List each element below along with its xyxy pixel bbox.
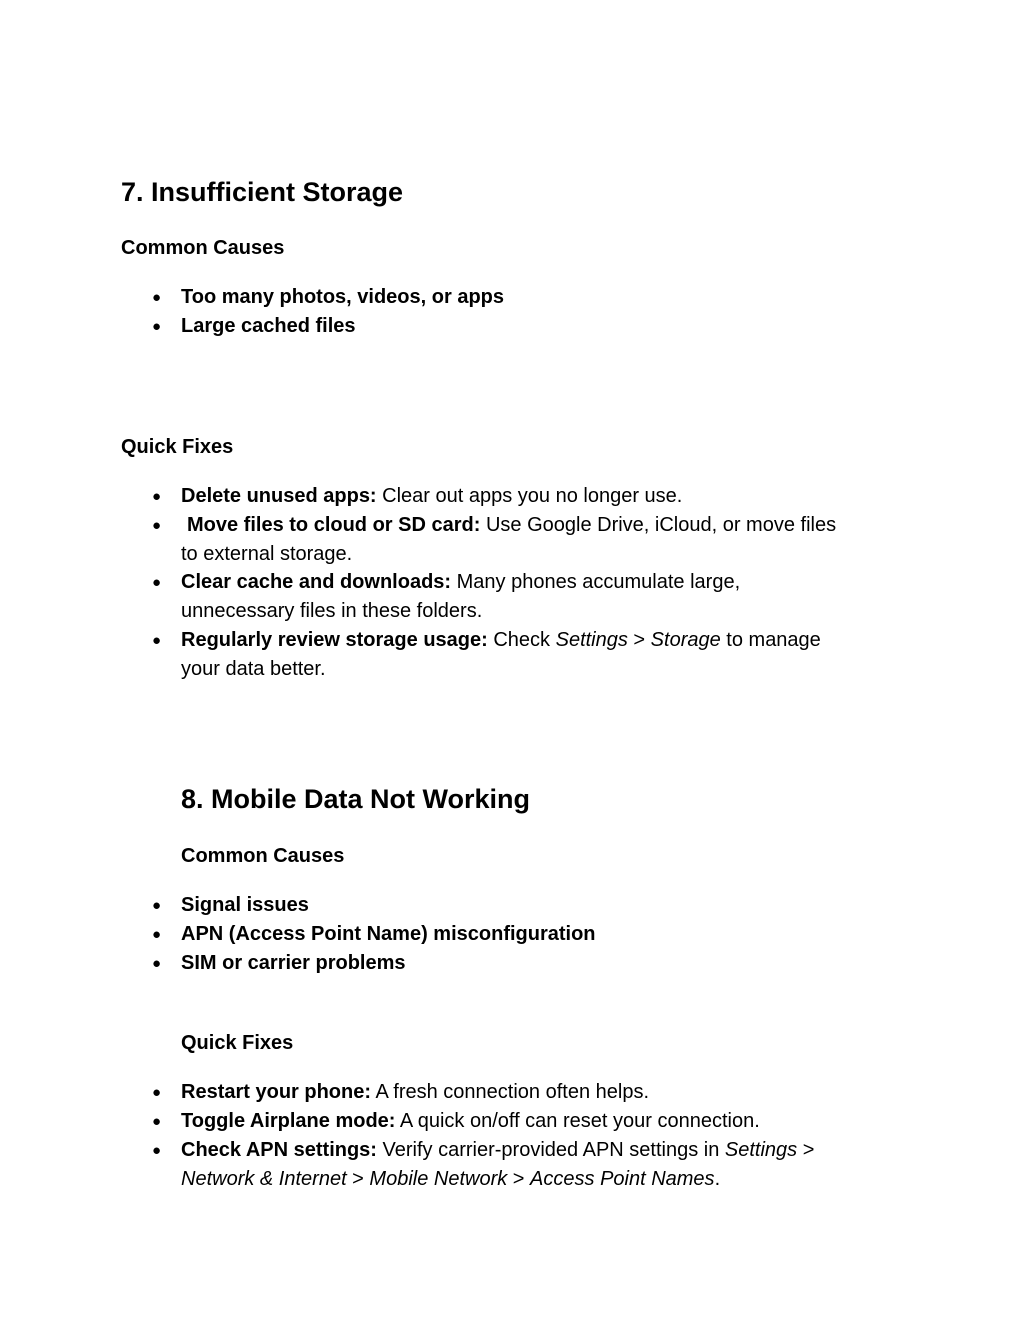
fix-text: Many phones accumulate large, xyxy=(451,571,741,593)
path-separator: > xyxy=(627,629,651,651)
list-item: Too many photos, videos, or apps xyxy=(181,286,504,308)
list-item: APN (Access Point Name) misconfiguration xyxy=(181,923,596,945)
fix-text: Use Google Drive, iCloud, or move files xyxy=(480,514,837,536)
list-item xyxy=(181,1078,649,1107)
fix-label: Clear cache and downloads: xyxy=(181,571,452,593)
list-item-continuation: unnecessary files in these folders. xyxy=(181,600,483,622)
fix-text: Verify carrier-provided APN settings in xyxy=(376,1139,725,1161)
fix-label: Restart your phone: xyxy=(181,1081,372,1103)
fix-label: Toggle Airplane mode: xyxy=(181,1110,396,1132)
section-8-title: 8. Mobile Data Not Working xyxy=(181,784,531,814)
list-item: SIM or carrier problems xyxy=(181,952,406,974)
bullet-icon: ● xyxy=(152,632,162,649)
bullet-icon: ● xyxy=(152,289,162,306)
bullet-icon: ● xyxy=(152,318,162,335)
list-item-continuation xyxy=(181,1165,720,1194)
section-8-causes-heading: Common Causes xyxy=(181,845,345,867)
bullet-icon: ● xyxy=(152,574,162,591)
fix-text: to manage xyxy=(720,629,821,651)
fix-text: . xyxy=(714,1168,721,1190)
fix-text: Check xyxy=(487,629,556,651)
menu-path: Access Point Names xyxy=(530,1168,715,1190)
list-item xyxy=(181,1136,814,1165)
list-item-continuation: to external storage. xyxy=(181,543,353,565)
bullet-icon: ● xyxy=(152,897,162,914)
menu-path: Settings xyxy=(724,1139,798,1161)
list-item xyxy=(187,511,836,540)
menu-path: Storage xyxy=(650,629,721,651)
list-item: Signal issues xyxy=(181,894,309,916)
bullet-icon: ● xyxy=(152,1113,162,1130)
menu-path: Mobile Network xyxy=(369,1168,508,1190)
bullet-icon: ● xyxy=(152,1142,162,1159)
fix-label: Move files to cloud or SD card: xyxy=(187,514,481,536)
fix-label: Delete unused apps: xyxy=(181,485,377,507)
fix-text: A quick on/off can reset your connection. xyxy=(395,1110,760,1132)
fix-text: Clear out apps you no longer use. xyxy=(376,485,683,507)
list-item-continuation: your data better. xyxy=(181,658,326,680)
path-separator: > xyxy=(346,1168,370,1190)
menu-path: Settings xyxy=(555,629,628,651)
path-separator: > xyxy=(507,1168,531,1190)
fix-text: A fresh connection often helps. xyxy=(371,1081,649,1103)
section-7-title: 7. Insufficient Storage xyxy=(121,177,404,207)
section-7-causes-heading: Common Causes xyxy=(121,237,285,259)
list-item xyxy=(181,568,740,597)
bullet-icon: ● xyxy=(152,1084,162,1101)
bullet-icon: ● xyxy=(152,926,162,943)
bullet-icon: ● xyxy=(152,488,162,505)
fix-label: Check APN settings: xyxy=(181,1139,377,1161)
section-8-fixes-heading: Quick Fixes xyxy=(181,1032,294,1054)
bullet-icon: ● xyxy=(152,517,162,534)
path-separator: > xyxy=(797,1139,815,1161)
section-7-fixes-heading: Quick Fixes xyxy=(121,436,234,458)
list-item: Large cached files xyxy=(181,315,356,337)
list-item xyxy=(181,626,821,655)
fix-label: Regularly review storage usage: xyxy=(181,629,488,651)
bullet-icon: ● xyxy=(152,955,162,972)
list-item xyxy=(181,482,682,511)
list-item xyxy=(181,1107,760,1136)
menu-path: Network & Internet xyxy=(181,1168,347,1190)
